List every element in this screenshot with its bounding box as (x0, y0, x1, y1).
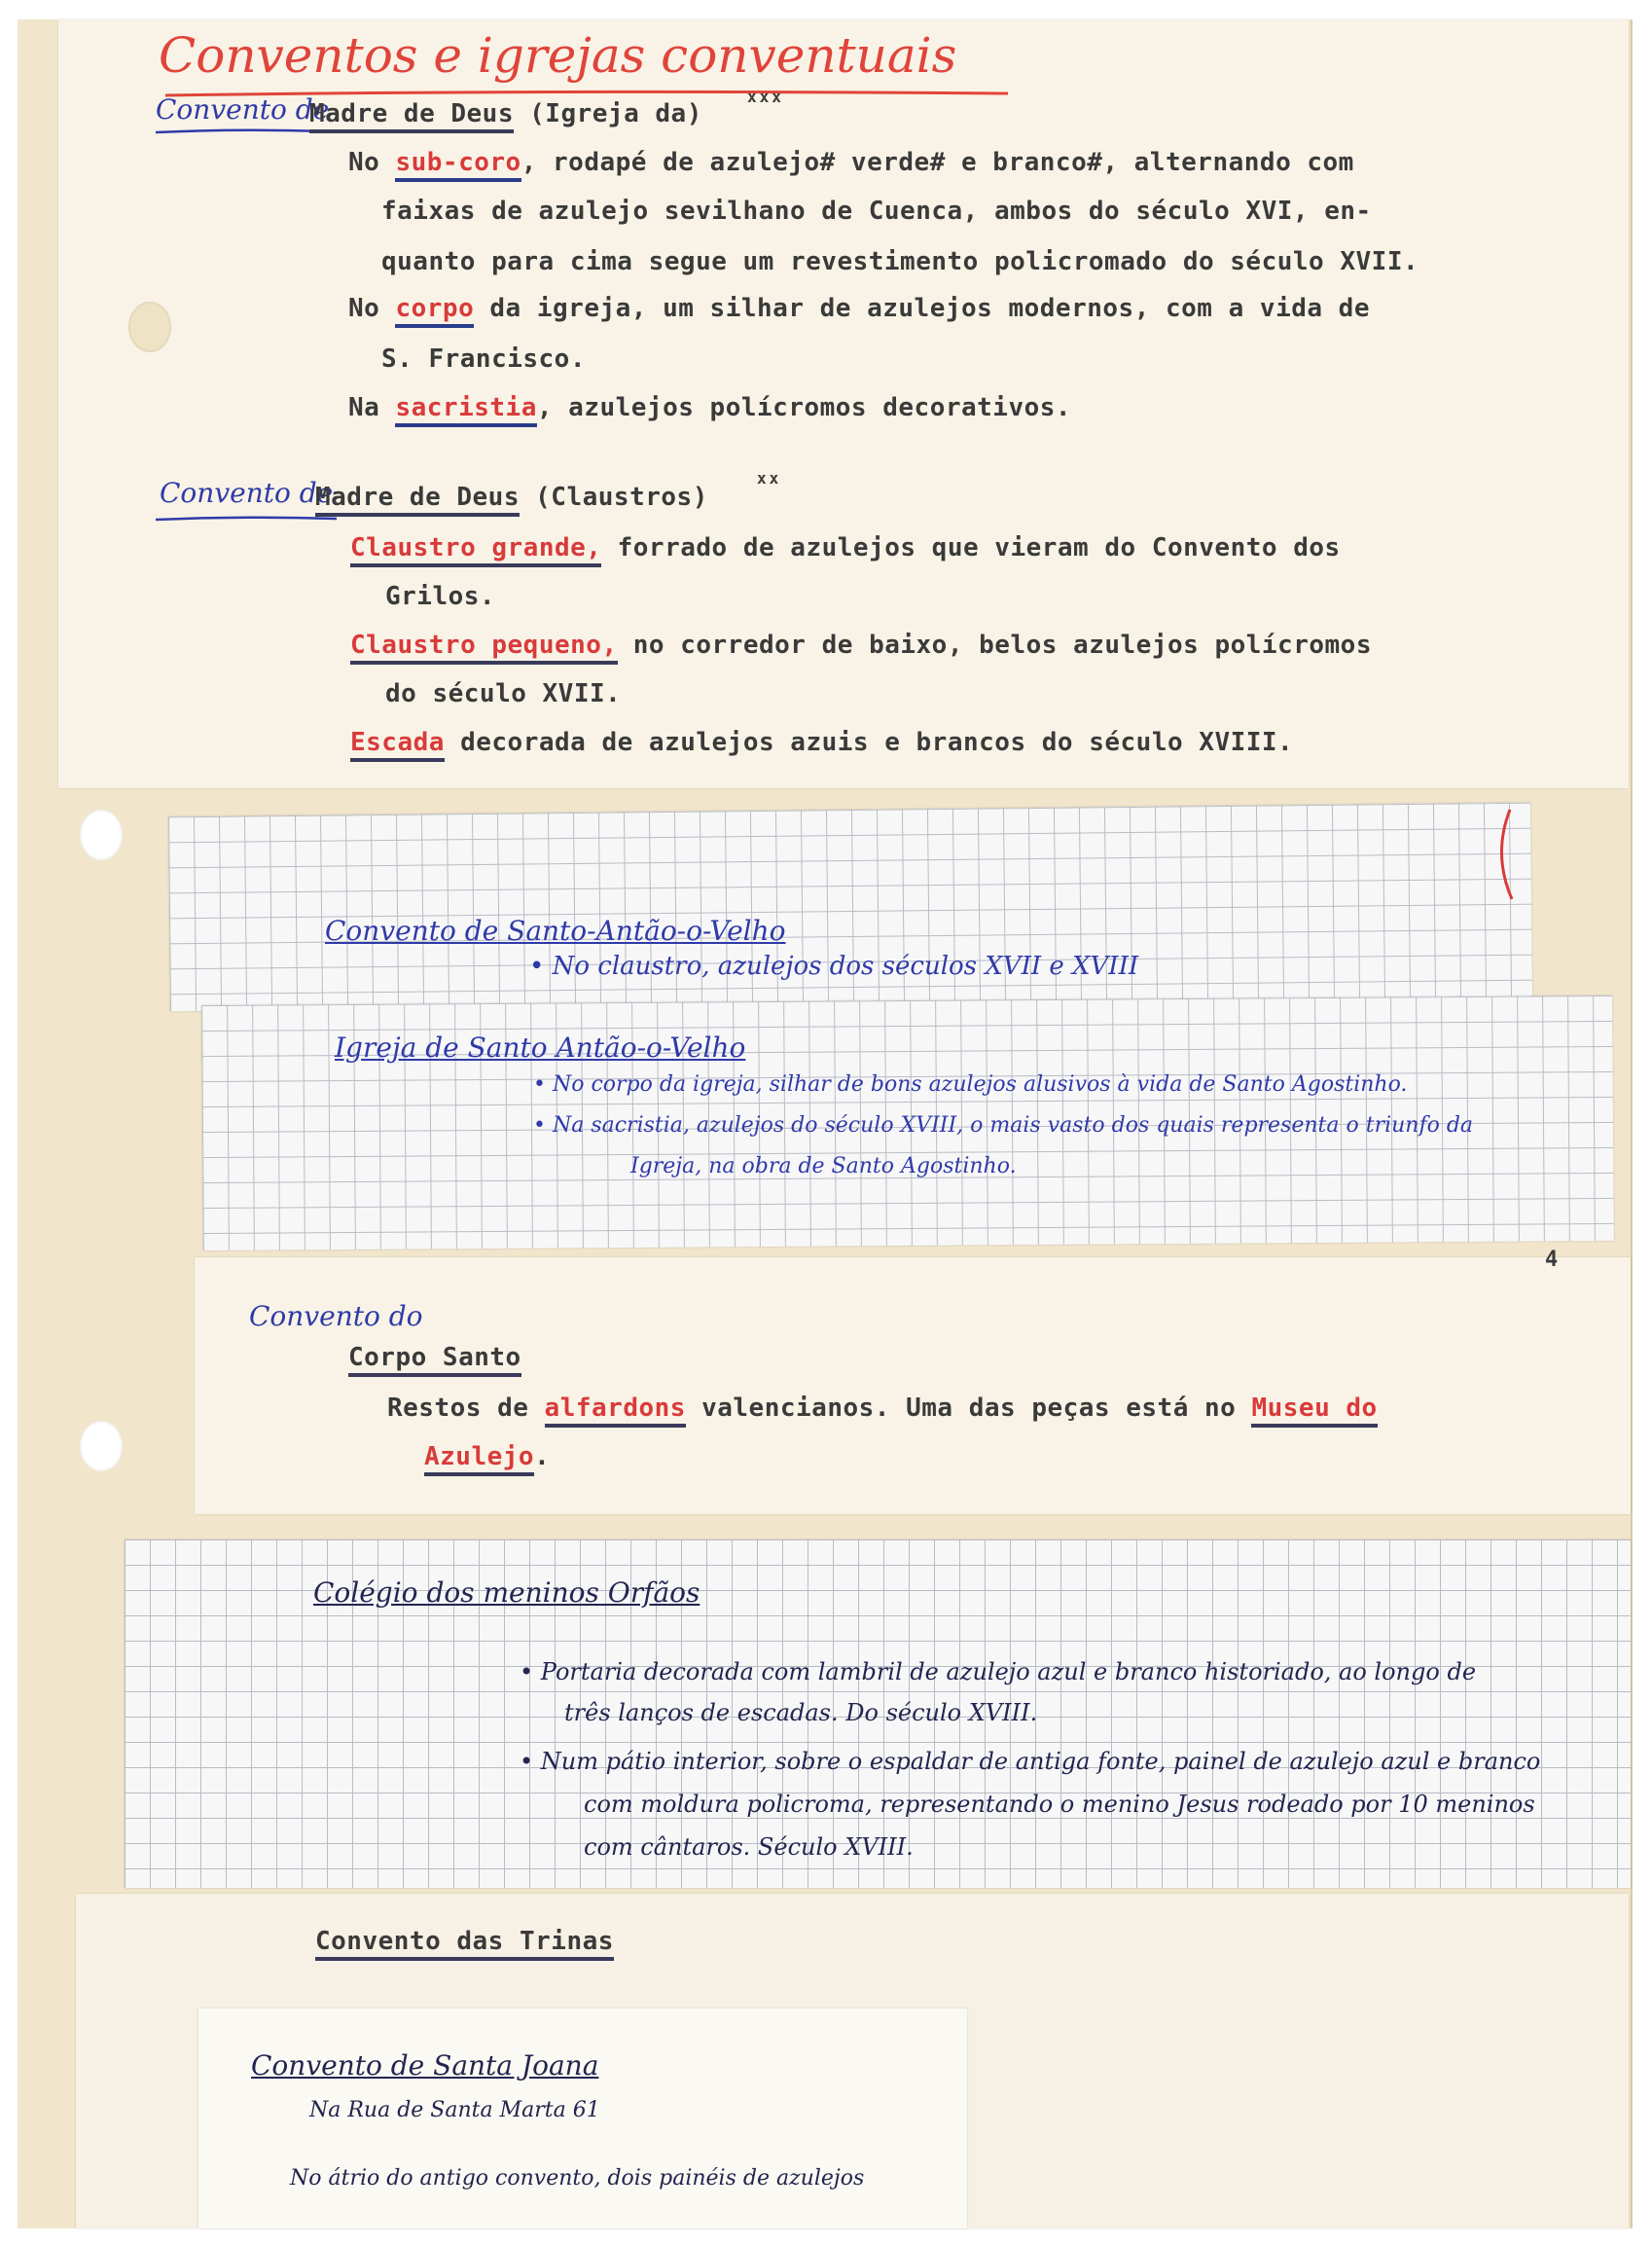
highlighted-term: Claustro pequeno, (350, 631, 618, 665)
text-line: do século XVII. (385, 679, 622, 708)
entry-name: Convento das Trinas (315, 1927, 614, 1961)
note-line: • No claustro, azulejos dos séculos XVII e XVIII (529, 952, 1139, 981)
note-line: • Portaria decorada com lambril de azulejo azul e branco historiado, ao longo de (520, 1658, 1477, 1685)
text-fragment: No (348, 294, 380, 323)
importance-mark: xxx (747, 88, 784, 106)
note-line: • Na sacristia, azulejos do século XVIII, o mais vasto dos quais representa o triunfo da (533, 1113, 1474, 1138)
highlighted-term: Museu do (1251, 1394, 1377, 1428)
note-heading: Igreja de Santo Antão-o-Velho (335, 1032, 746, 1064)
entry-prefix-handwritten: Convento do (249, 1300, 423, 1332)
archive-sheet (18, 19, 1633, 2228)
text-line: quanto para cima segue um revestimento policromado do século XVII. (381, 247, 1419, 276)
note-heading: Convento de Santa Joana (251, 2049, 599, 2082)
text-line (348, 148, 1354, 177)
entry-suffix: (Claustros) (535, 483, 708, 512)
text-line (350, 728, 1293, 757)
text-line (350, 631, 1372, 660)
note-line: Na Rua de Santa Marta 61 (309, 2098, 600, 2122)
text-line (348, 294, 1370, 323)
text-fragment: forrado de azulejos que vieram do Convento dos (617, 533, 1341, 562)
highlighted-term: sacristia (395, 393, 536, 427)
note-line: com moldura policroma, representando o menino Jesus rodeado por 10 meninos (584, 1791, 1535, 1818)
punch-hole (128, 302, 171, 352)
note-line: • No corpo da igreja, silhar de bons azulejos alusivos à vida de Santo Agostinho. (533, 1072, 1408, 1097)
text-line (348, 393, 1071, 422)
red-margin-mark (1489, 806, 1518, 903)
highlighted-term: corpo (395, 294, 474, 328)
note-line: Igreja, na obra de Santo Agostinho. (630, 1154, 1017, 1178)
text-line: faixas de azulejo sevilhano de Cuenca, ambos do século XVI, en- (381, 197, 1372, 226)
handwritten-underline (154, 514, 339, 524)
entry-prefix-handwritten: Convento de (160, 477, 334, 509)
entry-heading (348, 1343, 521, 1372)
text-fragment: no corredor de baixo, belos azulejos polícromos (632, 631, 1372, 660)
highlighted-term: sub-coro (395, 148, 521, 182)
punch-hole (80, 810, 123, 860)
text-fragment: Restos de (387, 1394, 529, 1423)
entry-name: Madre de Deus (315, 483, 520, 517)
note-line: No átrio do antigo convento, dois painéis de azulejos (290, 2166, 865, 2191)
entry-suffix: (Igreja da) (529, 99, 702, 128)
page-number: 4 (1545, 1248, 1559, 1272)
highlighted-term: Azulejo (424, 1442, 534, 1476)
entry-heading (315, 1927, 614, 1956)
note-line: • Num pátio interior, sobre o espaldar de antiga fonte, painel de azulejo azul e branco (520, 1748, 1541, 1775)
punch-hole (80, 1421, 123, 1471)
text-line: Grilos. (385, 582, 496, 611)
text-line: S. Francisco. (381, 344, 586, 374)
typed-slip (195, 1257, 1631, 1514)
note-heading: Convento de Santo-Antão-o-Velho (325, 915, 786, 947)
highlighted-term: Escada (350, 728, 445, 762)
entry-heading (315, 483, 708, 512)
text-fragment: valencianos. Uma das peças está no (701, 1394, 1237, 1423)
text-fragment: , azulejos polícromos decorativos. (536, 393, 1072, 422)
text-line (350, 533, 1341, 562)
note-line: três lanços de escadas. Do século XVIII. (564, 1699, 1038, 1726)
highlighted-term: alfardons (545, 1394, 686, 1428)
handwritten-underline (154, 127, 329, 136)
text-fragment: da igreja, um silhar de azulejos modernos, com a vida de (489, 294, 1370, 323)
text-fragment: , rodapé de azulejo# verde# e branco#, alternando com (521, 148, 1354, 177)
entry-heading (309, 99, 702, 128)
text-fragment: No (348, 148, 380, 177)
entry-name: Madre de Deus (309, 99, 514, 133)
entry-name: Corpo Santo (348, 1343, 521, 1377)
entry-prefix-handwritten: Convento de (156, 93, 330, 126)
text-fragment: . (534, 1442, 551, 1471)
note-line: com cântaros. Século XVIII. (584, 1833, 914, 1861)
text-line (387, 1394, 1378, 1423)
page-title: Conventos e igrejas conventuais (159, 27, 957, 84)
text-line (424, 1442, 550, 1471)
text-fragment: Na (348, 393, 380, 422)
highlighted-term: Claustro grande, (350, 533, 601, 567)
text-fragment: decorada de azulejos azuis e brancos do século XVIII. (460, 728, 1294, 757)
note-heading: Colégio dos meninos Orfãos (313, 1576, 700, 1609)
importance-mark: xx (757, 469, 782, 488)
